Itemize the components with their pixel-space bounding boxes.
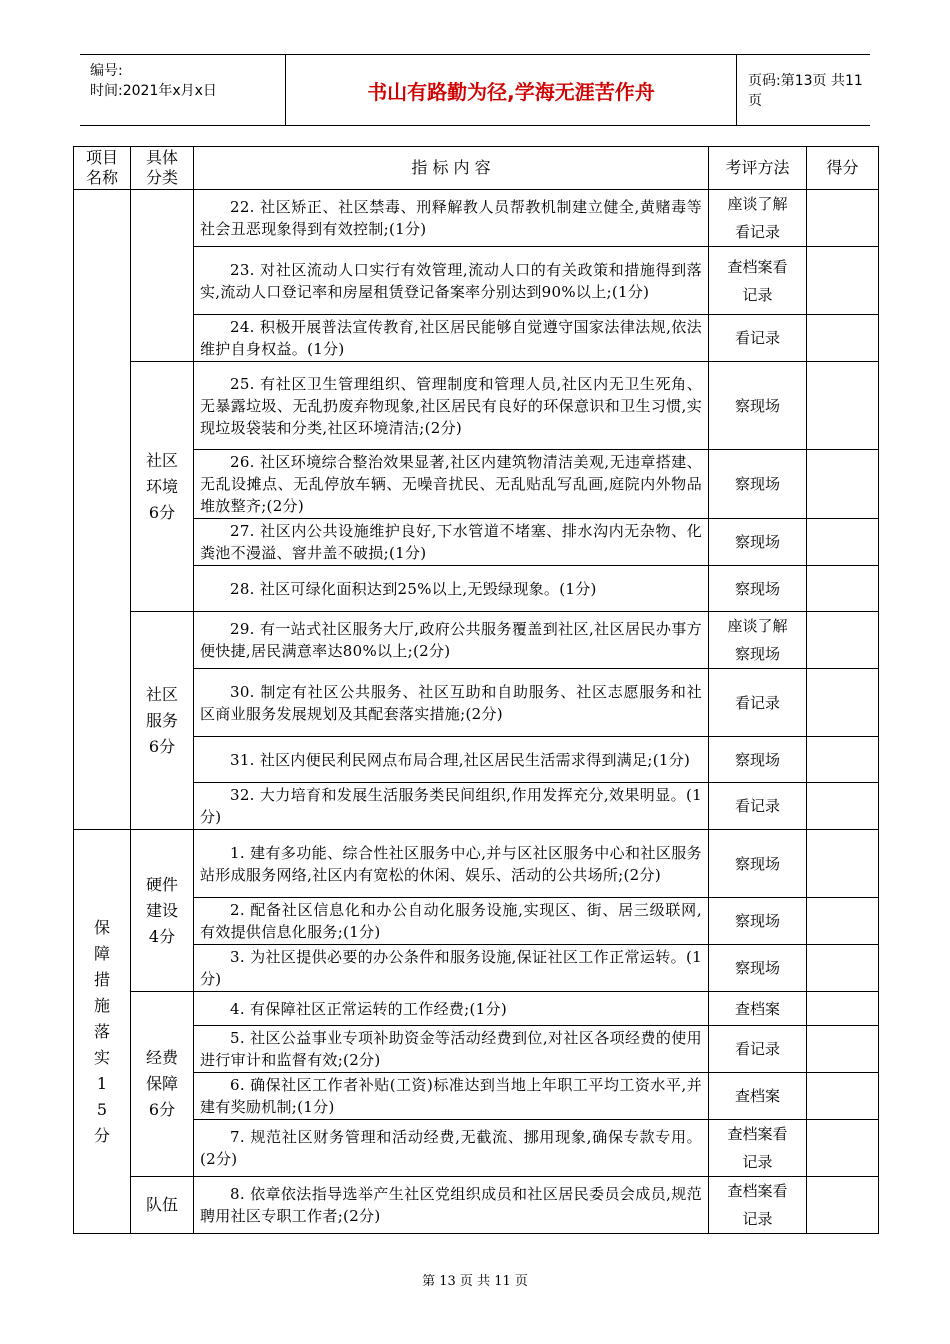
category-cell: 经费保障6分: [131, 992, 194, 1177]
content-cell: 25. 有社区卫生管理组织、管理制度和管理人员,社区内无卫生死角、无暴露垃圾、无乱扔废弃物现象,社区居民有良好的环保意识和卫生习惯,实现垃圾袋装和分类,社区环境清洁;(2分): [194, 362, 709, 450]
table-row: [74, 669, 879, 737]
method-cell: 察现场: [709, 566, 807, 612]
table-row: [74, 992, 879, 1026]
document-number-label: 编号:: [90, 63, 123, 79]
header-method: 考评方法: [709, 147, 807, 190]
header-motto: 书山有路勤为径,学海无涯苦作舟: [285, 55, 737, 125]
content-cell: 5. 社区公益事业专项补助资金等活动经费到位,对社区各项经费的使用进行审计和监督有效;(2分): [194, 1026, 709, 1073]
content-cell: 3. 为社区提供必要的办公条件和服务设施,保证社区工作正常运转。(1分): [194, 945, 709, 992]
method-cell: 查档案: [709, 992, 807, 1026]
header-left: [90, 61, 217, 101]
content-cell: 24. 积极开展普法宣传教育,社区居民能够自觉遵守国家法律法规,依法维护自身权益。(1分): [194, 315, 709, 362]
page-footer: 第 13 页 共 11 页: [422, 1274, 528, 1289]
method-cell: 座谈了解看记录: [709, 190, 807, 247]
table-row: [74, 830, 879, 898]
content-cell: 2. 配备社区信息化和办公自动化服务设施,实现区、街、居三级联网,有效提供信息化服务;(1分): [194, 898, 709, 945]
content-cell: 31. 社区内便民利民网点布局合理,社区居民生活需求得到满足;(1分): [194, 737, 709, 783]
method-cell: 看记录: [709, 669, 807, 737]
header-project: 项目名称: [74, 147, 131, 190]
score-cell[interactable]: [807, 1026, 879, 1073]
score-cell[interactable]: [807, 783, 879, 830]
score-cell[interactable]: [807, 898, 879, 945]
table-row: [74, 450, 879, 519]
header-score: 得分: [807, 147, 879, 190]
method-cell: 察现场: [709, 519, 807, 566]
project-cell-empty: [74, 190, 131, 830]
header-page-info: 页码:第13页 共11页: [748, 73, 863, 109]
table-row: [74, 247, 879, 315]
content-cell: 4. 有保障社区正常运转的工作经费;(1分): [194, 992, 709, 1026]
score-cell[interactable]: [807, 830, 879, 898]
category-cell: 社区服务6分: [131, 612, 194, 830]
method-cell: 查档案看记录: [709, 1177, 807, 1234]
method-cell: 察现场: [709, 737, 807, 783]
table-row: [74, 612, 879, 669]
content-cell: 29. 有一站式社区服务大厅,政府公共服务覆盖到社区,社区居民办事方便快捷,居民满意率达80%以上;(2分): [194, 612, 709, 669]
method-cell: 察现场: [709, 450, 807, 519]
method-cell: 看记录: [709, 1026, 807, 1073]
method-cell: 察现场: [709, 362, 807, 450]
method-cell: 查档案看记录: [709, 247, 807, 315]
table-row: [74, 1120, 879, 1177]
page-header: [80, 54, 870, 126]
score-cell[interactable]: [807, 566, 879, 612]
content-cell: 27. 社区内公共设施维护良好,下水管道不堵塞、排水沟内无杂物、化粪池不漫溢、窨井盖不破损;(1分): [194, 519, 709, 566]
score-cell[interactable]: [807, 737, 879, 783]
score-cell[interactable]: [807, 612, 879, 669]
header-category: 具体分类: [131, 147, 194, 190]
content-cell: 7. 规范社区财务管理和活动经费,无截流、挪用现象,确保专款专用。(2分): [194, 1120, 709, 1177]
score-cell[interactable]: [807, 945, 879, 992]
method-cell: 查档案看记录: [709, 1120, 807, 1177]
evaluation-table: [73, 146, 879, 1234]
score-cell[interactable]: [807, 247, 879, 315]
method-cell: 察现场: [709, 945, 807, 992]
project-label: 保障措施落实15分: [94, 917, 111, 1145]
score-cell[interactable]: [807, 992, 879, 1026]
table-row: [74, 898, 879, 945]
table-row: [74, 1177, 879, 1234]
category-cell: 队伍: [131, 1177, 194, 1234]
category-cell: [131, 190, 194, 362]
category-cell: 社区环境6分: [131, 362, 194, 612]
content-cell: 28. 社区可绿化面积达到25%以上,无毁绿现象。(1分): [194, 566, 709, 612]
score-cell[interactable]: [807, 1120, 879, 1177]
content-cell: 8. 依章依法指导选举产生社区党组织成员和社区居民委员会成员,规范聘用社区专职工作者;(2分): [194, 1177, 709, 1234]
table-row: [74, 945, 879, 992]
content-cell: 26. 社区环境综合整治效果显著,社区内建筑物清洁美观,无违章搭建、无乱设摊点、无乱停放车辆、无噪音扰民、无乱贴乱写乱画,庭院内外物品堆放整齐;(2分): [194, 450, 709, 519]
score-cell[interactable]: [807, 450, 879, 519]
method-cell: 看记录: [709, 315, 807, 362]
content-cell: 22. 社区矫正、社区禁毒、刑释解教人员帮教机制建立健全,黄赌毒等社会丑恶现象得到有效控制;(1分): [194, 190, 709, 247]
method-cell: 看记录: [709, 783, 807, 830]
content-cell: 23. 对社区流动人口实行有效管理,流动人口的有关政策和措施得到落实,流动人口登记率和房屋租赁登记备案率分别达到90%以上;(1分): [194, 247, 709, 315]
method-cell: 座谈了解察现场: [709, 612, 807, 669]
table-row: [74, 566, 879, 612]
content-cell: 32. 大力培育和发展生活服务类民间组织,作用发挥充分,效果明显。(1分): [194, 783, 709, 830]
table-row: [74, 1026, 879, 1073]
score-cell[interactable]: [807, 315, 879, 362]
table-row: [74, 1073, 879, 1120]
table-row: [74, 315, 879, 362]
table-row: [74, 783, 879, 830]
score-cell[interactable]: [807, 190, 879, 247]
table-row: [74, 519, 879, 566]
project-cell: [74, 830, 131, 1234]
method-cell: 察现场: [709, 898, 807, 945]
table-row: [74, 190, 879, 247]
score-cell[interactable]: [807, 362, 879, 450]
table-row: [74, 737, 879, 783]
score-cell[interactable]: [807, 1177, 879, 1234]
table-row: [74, 362, 879, 450]
document-date: 时间:2021年x月x日: [90, 83, 217, 99]
method-cell: 察现场: [709, 830, 807, 898]
header-content: 指 标 内 容: [194, 147, 709, 190]
method-cell: 查档案: [709, 1073, 807, 1120]
category-cell: 硬件建设4分: [131, 830, 194, 992]
score-cell[interactable]: [807, 519, 879, 566]
table-header-row: [74, 147, 879, 190]
score-cell[interactable]: [807, 1073, 879, 1120]
score-cell[interactable]: [807, 669, 879, 737]
content-cell: 30. 制定有社区公共服务、社区互助和自助服务、社区志愿服务和社区商业服务发展规划及其配套落实措施;(2分): [194, 669, 709, 737]
content-cell: 1. 建有多功能、综合性社区服务中心,并与区社区服务中心和社区服务站形成服务网络,社区内有宽松的休闲、娱乐、活动的公共场所;(2分): [194, 830, 709, 898]
content-cell: 6. 确保社区工作者补贴(工资)标准达到当地上年职工平均工资水平,并建有奖励机制;(1分): [194, 1073, 709, 1120]
